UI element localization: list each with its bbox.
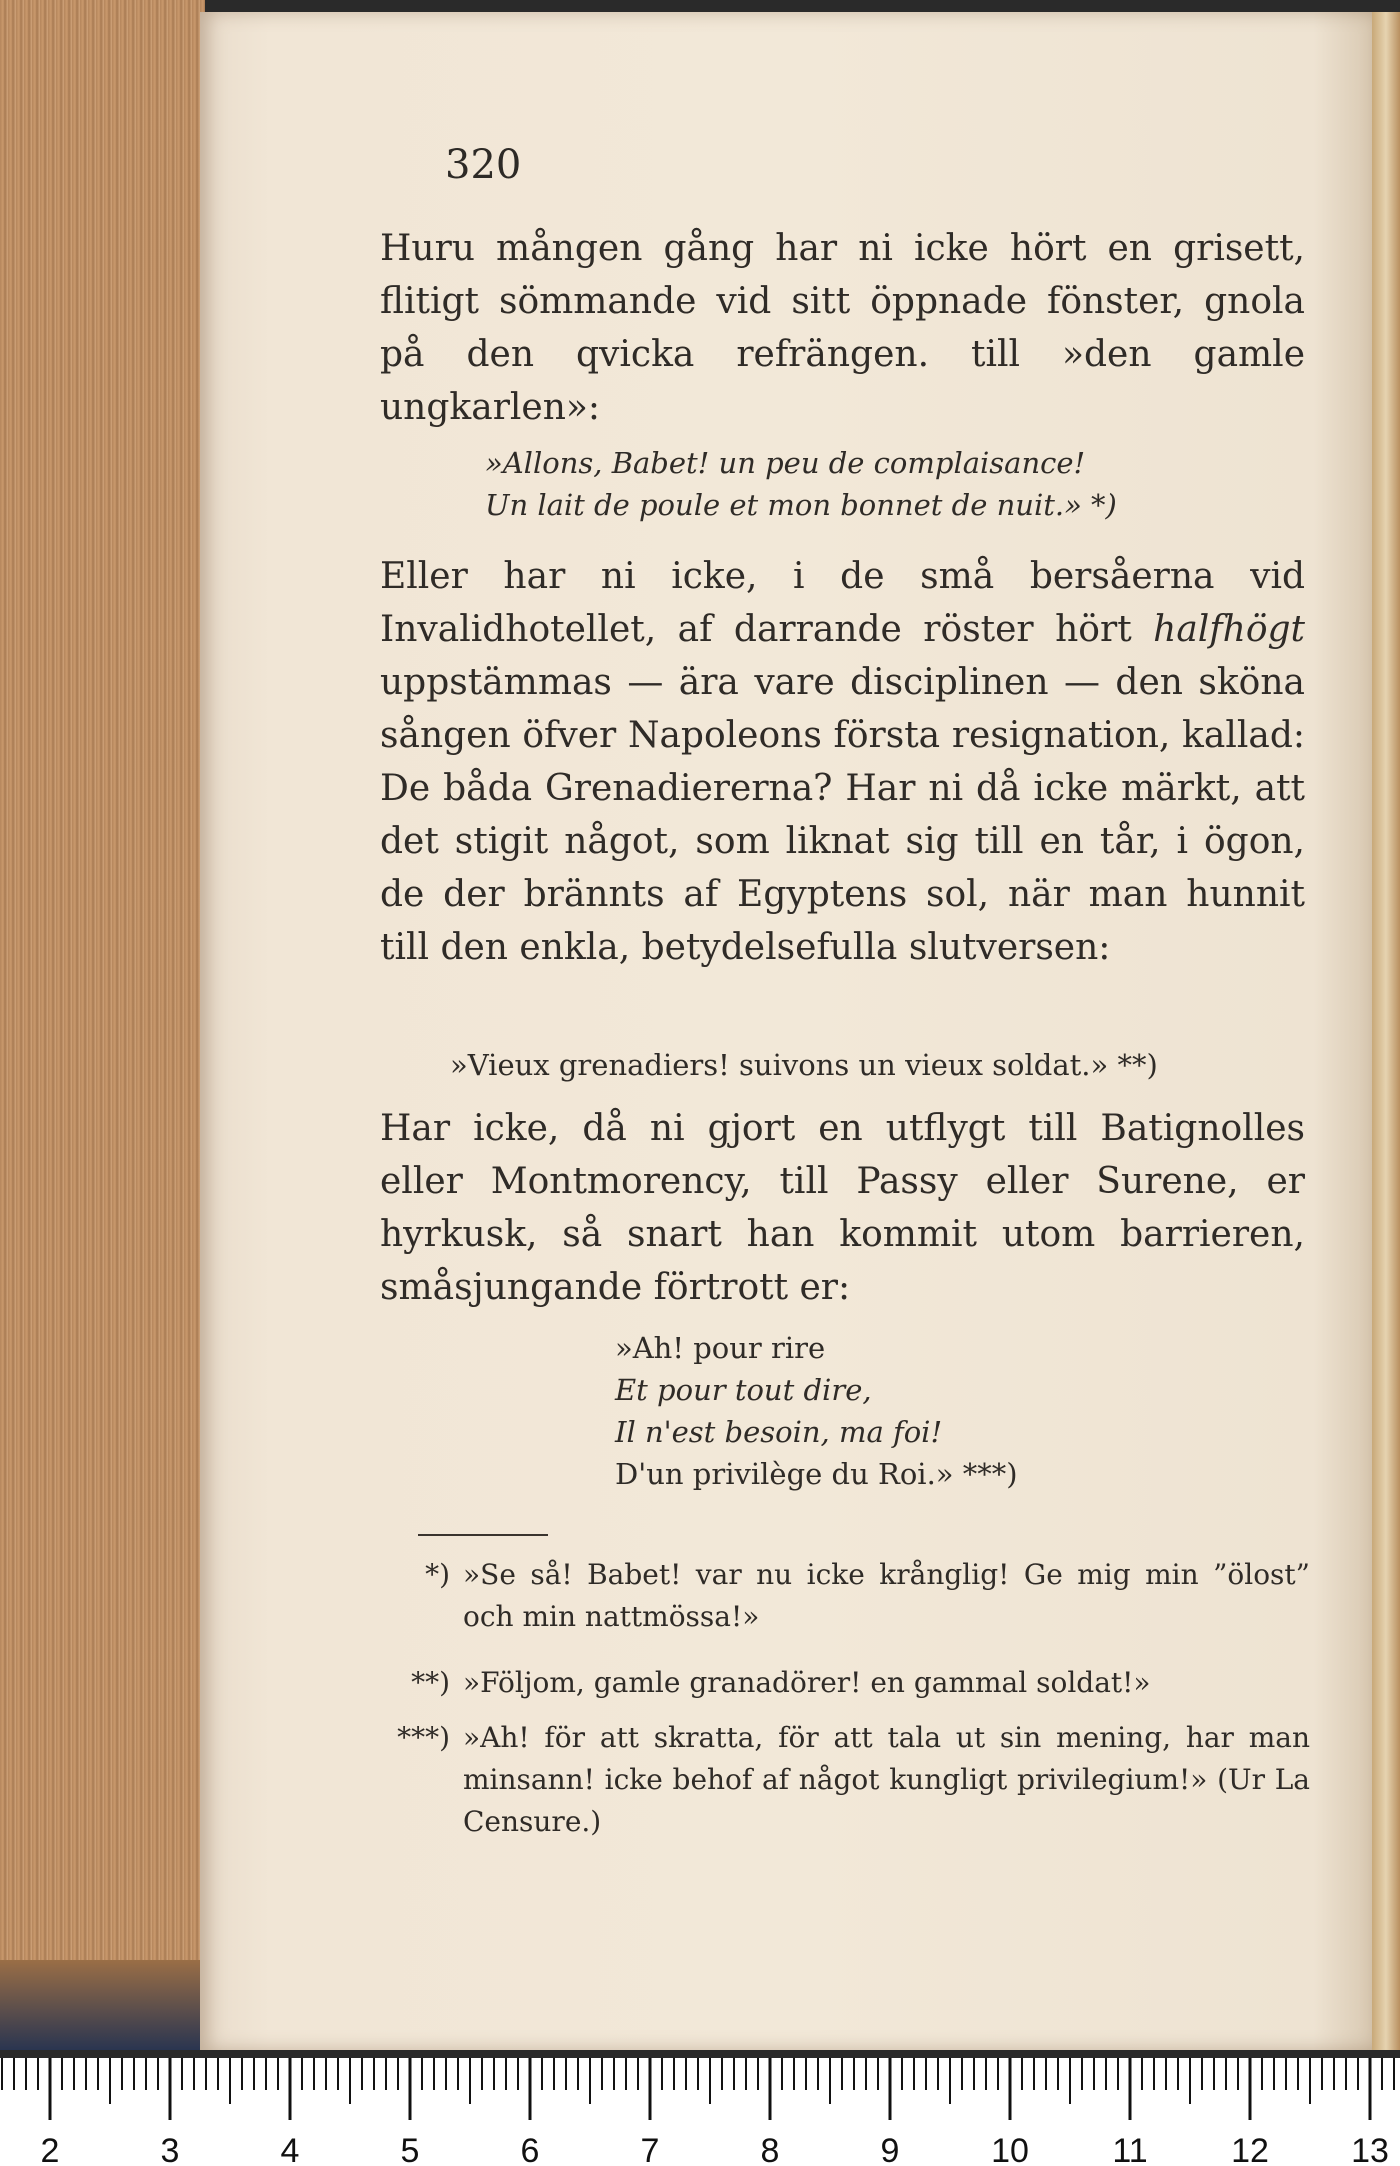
footnote-1-text: »Se så! Babet! var nu icke krånglig! Ge mig min ”ölost” och min nattmössa!» (463, 1558, 1310, 1633)
paragraph-2 (380, 550, 1305, 974)
verse-3-line-1: »Ah! pour rire (615, 1331, 826, 1365)
book-right-edge (1372, 12, 1400, 2050)
verse-1 (485, 442, 1245, 526)
measuring-ruler (0, 2058, 1400, 2166)
footnote-1 (390, 1554, 1310, 1638)
verse-1-line-2: Un lait de poule et mon bonnet de nuit.» *) (485, 488, 1117, 522)
ruler-label: 5 (400, 2132, 420, 2166)
book-page (200, 12, 1372, 2050)
ruler-label: 7 (640, 2132, 660, 2166)
paragraph-3-text: Har icke, då ni gjort en utflygt till Batignolles eller Montmorency, till Passy eller Surene, er hyrkusk, så snart han kommit utom barrieren, småsjungande förtrott er: (380, 1108, 1305, 1308)
ruler-label: 12 (1231, 2132, 1269, 2166)
footnote-1-mark: *) (425, 1558, 450, 1591)
ruler-label: 11 (1112, 2132, 1148, 2166)
ruler-label: 8 (760, 2132, 780, 2166)
footnote-rule (418, 1534, 548, 1536)
verse-2 (450, 1044, 1250, 1086)
footnote-2-text: »Följom, gamle granadörer! en gammal soldat!» (463, 1666, 1151, 1699)
ruler-label: 9 (880, 2132, 900, 2166)
ruler-label: 4 (280, 2132, 300, 2166)
ruler-label: 13 (1351, 2132, 1389, 2166)
ruler-label: 6 (520, 2132, 540, 2166)
verse-1-line-1: »Allons, Babet! un peu de complaisance! (485, 446, 1086, 480)
paragraph-1 (380, 222, 1305, 434)
verse-2-line-1: »Vieux grenadiers! suivons un vieux soldat.» **) (450, 1048, 1158, 1082)
verse-3-line-2: Et pour tout dire, (615, 1373, 872, 1407)
page-number: 320 (445, 142, 522, 188)
footnote-3-text: »Ah! för att skratta, för att tala ut sin mening, har man minsann! icke behof af något kungligt privilegium!» (Ur La Censure.) (463, 1721, 1310, 1838)
paragraph-2-italic: halfhögt (1153, 609, 1305, 650)
footnote-3-mark: ***) (397, 1721, 450, 1754)
ruler-scale (0, 2058, 1400, 2166)
verse-3-line-4: D'un privilège du Roi.» ***) (615, 1457, 1018, 1491)
ruler-label: 3 (160, 2132, 180, 2166)
ruler-label: 2 (40, 2132, 60, 2166)
verse-3 (615, 1327, 1215, 1495)
book-cover-edge (0, 1960, 205, 2050)
paragraph-2-start: Eller har ni icke, i de små bersåerna vid Invalidhotellet, af darrande röster hört (380, 556, 1305, 650)
paragraph-3 (380, 1102, 1305, 1314)
footnote-2 (390, 1662, 1310, 1704)
footnote-3 (390, 1717, 1310, 1843)
paragraph-2-text (380, 550, 1305, 974)
paragraph-2-end: uppstämmas — ära vare disciplinen — den sköna sången öfver Napoleons första resignation, kallad: De båda Grenadiererna? Har ni då icke märkt, att det stigit något, som liknat sig till en tår, i ögon, de der brännts af Egyptens sol, när man hunnit till den enkla, betydelsefulla slutversen: (380, 662, 1305, 968)
paragraph-1-text: Huru mången gång har ni icke hört en grisett, flitigt sömmande vid sitt öppnade fönster, gnola på den qvicka refrängen. till »den gamle ungkarlen»: (380, 228, 1305, 428)
ruler-label: 10 (991, 2132, 1029, 2166)
book-page-edges (0, 0, 205, 2050)
footnote-2-mark: **) (411, 1666, 450, 1699)
verse-3-line-3: Il n'est besoin, ma foi! (615, 1415, 943, 1449)
